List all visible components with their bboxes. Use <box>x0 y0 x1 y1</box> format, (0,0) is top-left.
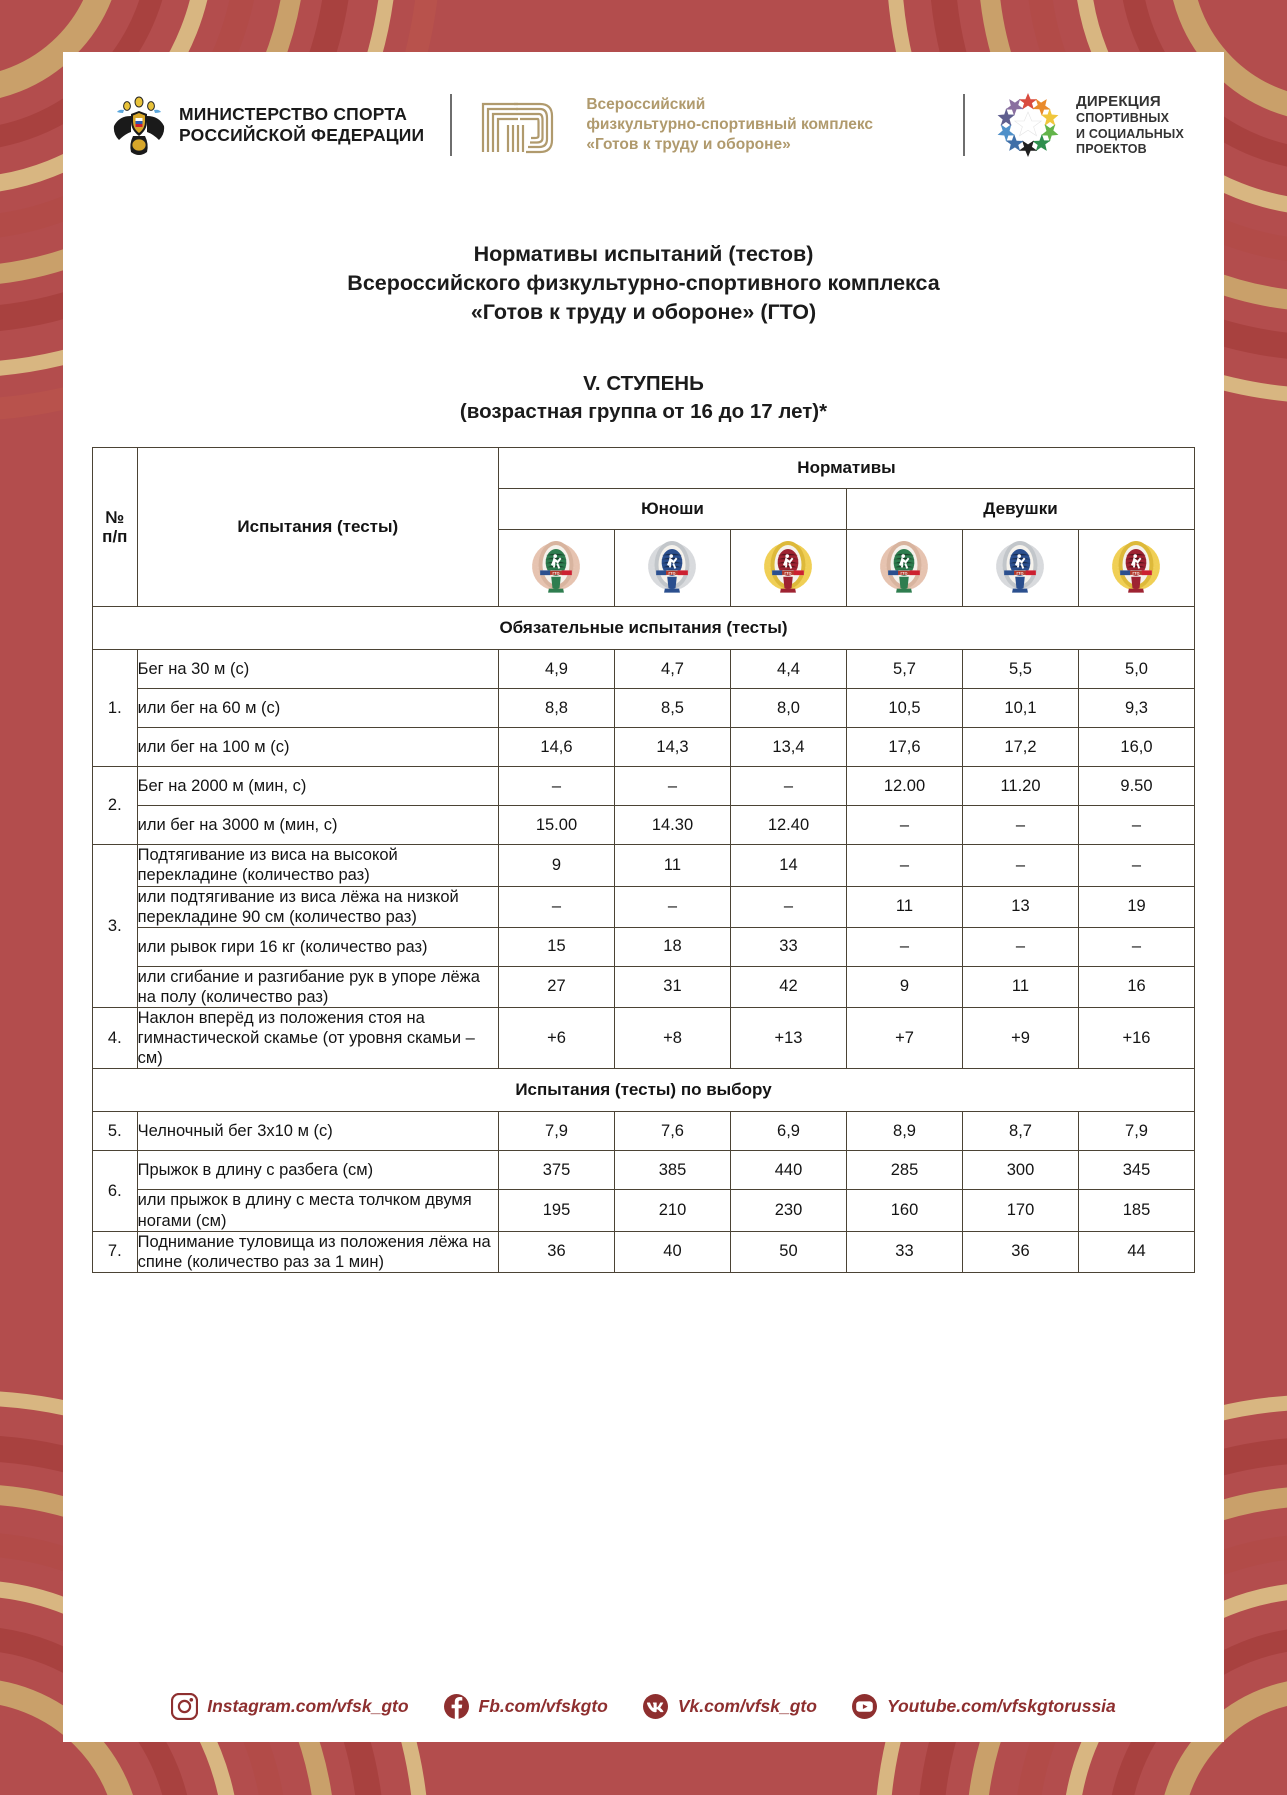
value-cell-3: 4,4 <box>730 650 846 689</box>
social-link-3[interactable] <box>642 1693 817 1720</box>
value-cell-5: 300 <box>962 1151 1078 1190</box>
social-link-label: Vk.com/vfsk_gto <box>677 1696 817 1716</box>
table-row <box>93 845 1195 886</box>
test-name: или подтягивание из виса лёжа на низкой перекладине 90 см (количество раз) <box>137 886 498 927</box>
value-cell-1: 8,8 <box>498 689 614 728</box>
test-name: Бег на 30 м (с) <box>137 650 498 689</box>
value-cell-6: 16,0 <box>1078 728 1194 767</box>
value-cell-5: 11.20 <box>962 767 1078 806</box>
value-cell-5: 11 <box>962 966 1078 1007</box>
value-cell-2: 31 <box>614 966 730 1007</box>
value-cell-4: 17,6 <box>846 728 962 767</box>
test-name: или прыжок в длину с места толчком двумя ногами (см) <box>137 1190 498 1231</box>
table-row <box>93 728 1195 767</box>
value-cell-3: – <box>730 767 846 806</box>
header-tests-col: Испытания (тесты) <box>137 448 498 607</box>
silver-medal-icon <box>645 534 699 602</box>
value-cell-1: 36 <box>498 1231 614 1272</box>
norms-table <box>92 447 1195 1273</box>
document-header <box>63 52 1224 170</box>
table-row <box>93 1231 1195 1272</box>
row-number: 3. <box>93 845 138 1008</box>
page-title-line-2: Всероссийского физкультурно-спортивного комплекса <box>347 270 940 295</box>
value-cell-5: 8,7 <box>962 1112 1078 1151</box>
social-link-1[interactable] <box>171 1693 408 1720</box>
table-row <box>93 1151 1195 1190</box>
table-row <box>93 767 1195 806</box>
value-cell-6: 9,3 <box>1078 689 1194 728</box>
row-number: 6. <box>93 1151 138 1231</box>
row-number: 1. <box>93 650 138 767</box>
section-label: Обязательные испытания (тесты) <box>93 607 1195 650</box>
value-cell-2: 14.30 <box>614 806 730 845</box>
value-cell-1: 375 <box>498 1151 614 1190</box>
value-cell-1: – <box>498 767 614 806</box>
value-cell-5: 13 <box>962 886 1078 927</box>
value-cell-4: 285 <box>846 1151 962 1190</box>
stars-circle-icon <box>991 88 1065 162</box>
table-head-row-1 <box>93 448 1195 489</box>
value-cell-3: 440 <box>730 1151 846 1190</box>
test-name: или сгибание и разгибание рук в упоре лёжа на полу (количество раз) <box>137 966 498 1007</box>
social-link-label: Instagram.com/vfsk_gto <box>207 1696 409 1716</box>
table-section-row <box>93 1069 1195 1112</box>
gto-line-3: «Готов к труду и обороне» <box>586 135 791 153</box>
value-cell-4: – <box>846 845 962 886</box>
document-sheet <box>63 52 1224 1742</box>
directorate-line-3: И СОЦИАЛЬНЫХ <box>1076 126 1184 141</box>
silver-medal-icon <box>993 534 1047 602</box>
value-cell-6: 44 <box>1078 1231 1194 1272</box>
gold-medal-icon <box>1109 534 1163 602</box>
value-cell-2: 18 <box>614 927 730 966</box>
value-cell-3: +13 <box>730 1008 846 1069</box>
value-cell-5: – <box>962 845 1078 886</box>
value-cell-4: +7 <box>846 1008 962 1069</box>
ministry-name <box>179 104 424 146</box>
value-cell-5: – <box>962 927 1078 966</box>
table-row <box>93 689 1195 728</box>
social-footer <box>63 1693 1224 1720</box>
value-cell-6: +16 <box>1078 1008 1194 1069</box>
value-cell-1: 15 <box>498 927 614 966</box>
value-cell-5: +9 <box>962 1008 1078 1069</box>
value-cell-1: 9 <box>498 845 614 886</box>
header-divider-2 <box>963 94 965 156</box>
svg-text:ГТО: ГТО <box>900 571 908 576</box>
test-name: Прыжок в длину с разбега (см) <box>137 1151 498 1190</box>
gto-name <box>586 95 873 154</box>
social-link-label: Youtube.com/vfskgtorussia <box>886 1696 1116 1716</box>
value-cell-3: 50 <box>730 1231 846 1272</box>
value-cell-4: 12.00 <box>846 767 962 806</box>
vk-icon[interactable] <box>642 1693 669 1720</box>
directorate-logo-block <box>991 88 1190 162</box>
value-cell-4: 33 <box>846 1231 962 1272</box>
value-cell-2: 7,6 <box>614 1112 730 1151</box>
value-cell-6: 19 <box>1078 886 1194 927</box>
table-row <box>93 886 1195 927</box>
stage-title-line-2: (возрастная группа от 16 до 17 лет)* <box>459 399 828 423</box>
gold-medal-icon <box>761 534 815 602</box>
bronze-medal-icon <box>529 534 583 602</box>
value-cell-3: 42 <box>730 966 846 1007</box>
header-norms-group: Нормативы <box>498 448 1194 489</box>
value-cell-6: 16 <box>1078 966 1194 1007</box>
table-head <box>93 448 1195 607</box>
medal-header-cell-3 <box>730 530 846 607</box>
value-cell-5: – <box>962 806 1078 845</box>
value-cell-5: 10,1 <box>962 689 1078 728</box>
value-cell-5: 170 <box>962 1190 1078 1231</box>
ministry-logo-block <box>97 92 424 158</box>
value-cell-1: 4,9 <box>498 650 614 689</box>
gto-logo-icon <box>478 94 574 156</box>
gto-line-2: физкультурно-спортивный комплекс <box>586 116 874 134</box>
svg-text:ГТО: ГТО <box>668 571 676 576</box>
test-name: Поднимание туловища из положения лёжа на спине (количество раз за 1 мин) <box>137 1231 498 1272</box>
table-section-row <box>93 607 1195 650</box>
value-cell-3: 6,9 <box>730 1112 846 1151</box>
ministry-line-2: РОССИЙСКОЙ ФЕДЕРАЦИИ <box>179 125 425 145</box>
value-cell-3: 13,4 <box>730 728 846 767</box>
value-cell-1: 7,9 <box>498 1112 614 1151</box>
test-name: или бег на 100 м (с) <box>137 728 498 767</box>
value-cell-1: 14,6 <box>498 728 614 767</box>
value-cell-3: 14 <box>730 845 846 886</box>
directorate-name <box>1076 93 1184 157</box>
social-link-4[interactable] <box>851 1693 1116 1720</box>
value-cell-6: 345 <box>1078 1151 1194 1190</box>
gto-line-1: Всероссийский <box>586 96 706 114</box>
value-cell-1: +6 <box>498 1008 614 1069</box>
value-cell-3: – <box>730 886 846 927</box>
medal-header-cell-5 <box>962 530 1078 607</box>
value-cell-5: 5,5 <box>962 650 1078 689</box>
value-cell-6: 5,0 <box>1078 650 1194 689</box>
value-cell-4: 160 <box>846 1190 962 1231</box>
value-cell-2: 385 <box>614 1151 730 1190</box>
test-name: Наклон вперёд из положения стоя на гимнастической скамье (от уровня скамьи – см) <box>137 1008 498 1069</box>
value-cell-2: 4,7 <box>614 650 730 689</box>
bronze-medal-icon <box>877 534 931 602</box>
header-number-line-1: № <box>105 508 125 528</box>
value-cell-2: 14,3 <box>614 728 730 767</box>
gto-logo-block <box>478 94 873 156</box>
youtube-icon[interactable] <box>851 1693 878 1720</box>
value-cell-4: 11 <box>846 886 962 927</box>
table-row <box>93 806 1195 845</box>
svg-text:ГТО: ГТО <box>552 571 560 576</box>
test-name: или рывок гири 16 кг (количество раз) <box>137 927 498 966</box>
header-girls-group: Девушки <box>846 489 1194 530</box>
svg-text:ГТО: ГТО <box>784 571 792 576</box>
value-cell-3: 230 <box>730 1190 846 1231</box>
value-cell-3: 33 <box>730 927 846 966</box>
instagram-icon[interactable] <box>171 1693 198 1720</box>
value-cell-4: – <box>846 806 962 845</box>
social-link-label: Fb.com/vfskgto <box>478 1696 608 1716</box>
row-number: 5. <box>93 1112 138 1151</box>
table-row <box>93 966 1195 1007</box>
table-row <box>93 927 1195 966</box>
value-cell-3: 8,0 <box>730 689 846 728</box>
value-cell-6: – <box>1078 806 1194 845</box>
value-cell-4: – <box>846 927 962 966</box>
test-name: или бег на 60 м (с) <box>137 689 498 728</box>
ministry-line-1: МИНИСТЕРСТВО СПОРТА <box>179 104 408 124</box>
page-title-line-1: Нормативы испытаний (тестов) <box>473 242 814 266</box>
value-cell-2: 8,5 <box>614 689 730 728</box>
table-row <box>93 650 1195 689</box>
medal-header-cell-2 <box>614 530 730 607</box>
value-cell-1: 27 <box>498 966 614 1007</box>
test-name: или бег на 3000 м (мин, с) <box>137 806 498 845</box>
value-cell-1: 195 <box>498 1190 614 1231</box>
page-title-line-3: «Готов к труду и обороне» (ГТО) <box>470 299 817 324</box>
row-number: 2. <box>93 767 138 845</box>
facebook-icon[interactable] <box>443 1693 470 1720</box>
value-cell-2: 11 <box>614 845 730 886</box>
value-cell-1: – <box>498 886 614 927</box>
value-cell-6: 185 <box>1078 1190 1194 1231</box>
table-row <box>93 1190 1195 1231</box>
value-cell-3: 12.40 <box>730 806 846 845</box>
value-cell-6: – <box>1078 927 1194 966</box>
table-row <box>93 1112 1195 1151</box>
svg-text:ГТО: ГТО <box>1132 571 1140 576</box>
medal-header-cell-4 <box>846 530 962 607</box>
value-cell-4: 10,5 <box>846 689 962 728</box>
header-boys-group: Юноши <box>498 489 846 530</box>
norms-table-wrapper <box>63 425 1224 1273</box>
test-name: Челночный бег 3х10 м (с) <box>137 1112 498 1151</box>
directorate-line-4: ПРОЕКТОВ <box>1076 141 1147 156</box>
svg-text:ГТО: ГТО <box>1016 571 1024 576</box>
social-link-2[interactable] <box>443 1693 608 1720</box>
value-cell-5: 36 <box>962 1231 1078 1272</box>
page-title <box>63 240 1224 326</box>
value-cell-6: 9.50 <box>1078 767 1194 806</box>
stage-title <box>63 370 1224 425</box>
value-cell-4: 5,7 <box>846 650 962 689</box>
directorate-line-1: ДИРЕКЦИЯ <box>1076 92 1161 110</box>
row-number: 4. <box>93 1008 138 1069</box>
header-number-line-2: п/п <box>102 527 128 547</box>
value-cell-4: 8,9 <box>846 1112 962 1151</box>
value-cell-2: 40 <box>614 1231 730 1272</box>
table-body <box>93 607 1195 1273</box>
header-number-col <box>93 448 138 607</box>
medal-header-cell-1 <box>498 530 614 607</box>
directorate-line-2: СПОРТИВНЫХ <box>1076 111 1170 126</box>
value-cell-5: 17,2 <box>962 728 1078 767</box>
value-cell-6: – <box>1078 845 1194 886</box>
value-cell-2: 210 <box>614 1190 730 1231</box>
value-cell-4: 9 <box>846 966 962 1007</box>
value-cell-2: – <box>614 886 730 927</box>
row-number: 7. <box>93 1231 138 1272</box>
section-label: Испытания (тесты) по выбору <box>93 1069 1195 1112</box>
stage-title-line-1: V. СТУПЕНЬ <box>583 372 704 396</box>
value-cell-2: – <box>614 767 730 806</box>
value-cell-1: 15.00 <box>498 806 614 845</box>
value-cell-2: +8 <box>614 1008 730 1069</box>
medal-header-cell-6 <box>1078 530 1194 607</box>
test-name: Бег на 2000 м (мин, с) <box>137 767 498 806</box>
header-divider-1 <box>450 94 452 156</box>
russian-coat-of-arms-icon <box>111 92 167 158</box>
table-row <box>93 1008 1195 1069</box>
test-name: Подтягивание из виса на высокой перекладине (количество раз) <box>137 845 498 886</box>
value-cell-6: 7,9 <box>1078 1112 1194 1151</box>
